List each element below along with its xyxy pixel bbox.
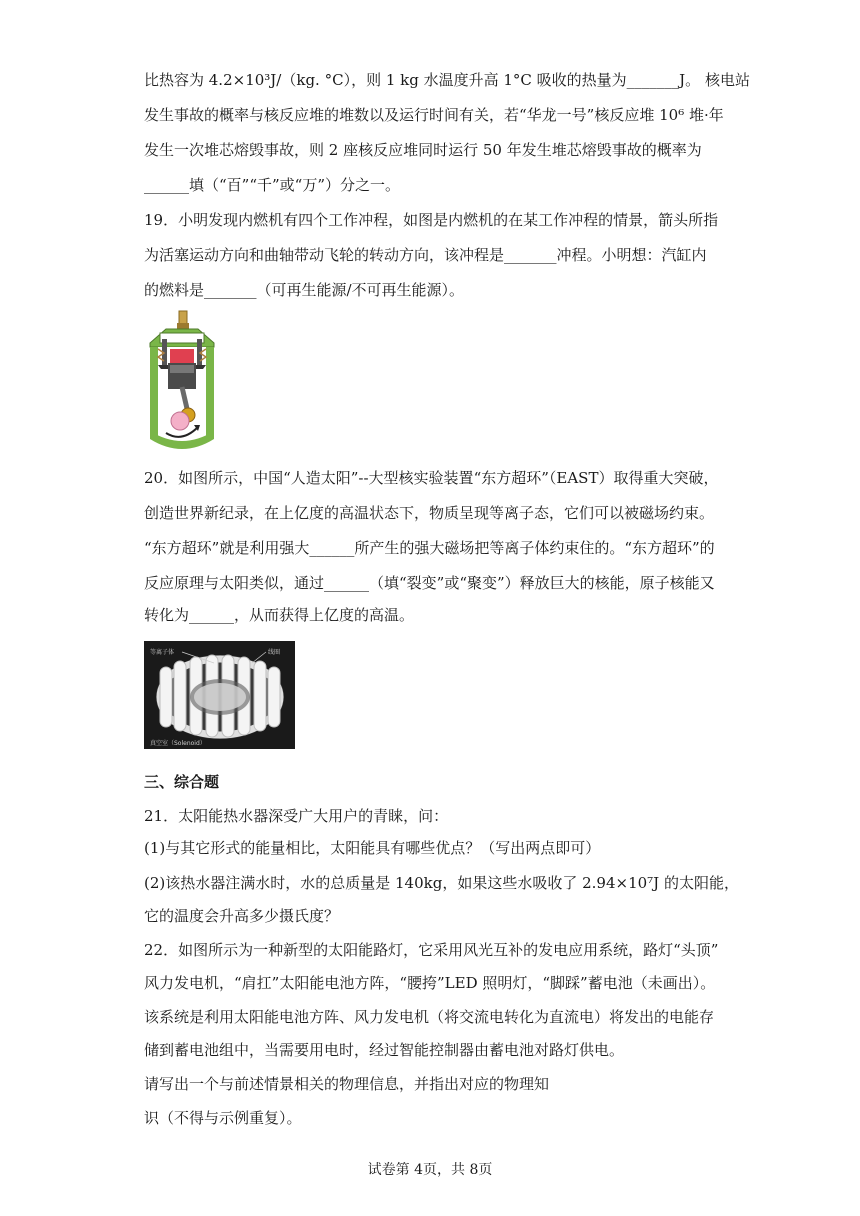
tokamak-label-chamber: 真空室（Solenoid） — [150, 740, 206, 747]
q21-line-4: 它的温度会升高多少摄氏度？ — [144, 907, 340, 925]
q21-line-3: (2)该热水器注满水时，水的总质量是 140kg，如果这些水吸收了 2.94×10⁷J 的太阳能， — [144, 874, 739, 892]
q18-line-3: 发生一次堆芯熔毁事故，则 2 座核反应堆同时运行 50 年发生堆芯熔毁事故的概率为 — [144, 141, 702, 159]
engine-cylinder-icon — [144, 309, 220, 449]
tokamak-figure — [144, 641, 295, 749]
q22-line-4: 储到蓄电池组中，当需要用电时，经过智能控制器由蓄电池对路灯供电。 — [144, 1041, 625, 1059]
q20-line-2: 创造世界新纪录，在上亿度的高温状态下，物质呈现等离子态，它们可以被磁场约束。 — [144, 504, 715, 522]
q20-line-1: 20．如图所示，中国“人造太阳”--大型核实验装置“东方超环”（EAST）取得重大突破， — [144, 469, 719, 487]
page-footer: 试卷第 4页，共 8页 — [367, 1162, 493, 1178]
q22-line-6: 识（不得与示例重复）。 — [144, 1109, 302, 1127]
q20-line-5: 转化为______，从而获得上亿度的高温。 — [144, 606, 415, 624]
tokamak-label-coil: 线圈 — [268, 649, 281, 656]
q19-line-2: 为活塞运动方向和曲轴带动飞轮的转动方向，该冲程是_______冲程。小明想：汽缸内 — [144, 246, 707, 264]
q20-line-3: “东方超环”就是利用强大______所产生的强大磁场把等离子体约束住的。“东方超环”的 — [144, 539, 715, 557]
tokamak-icon — [144, 641, 295, 749]
section-title: 三、综合题 — [144, 773, 220, 791]
q21-line-2: (1)与其它形式的能量相比，太阳能具有哪些优点？（写出两点即可） — [144, 839, 601, 857]
q18-line-1: 比热容为 4.2×10³J/（kg. °C），则 1 kg 水温度升高 1°C 吸收的热量为_______J。 核电站 — [144, 71, 750, 89]
q19-line-3: 的燃料是_______（可再生能源/不可再生能源）。 — [144, 281, 465, 299]
q21-line-1: 21．太阳能热水器深受广大用户的青睐，问： — [144, 807, 449, 825]
q18-line-4: ______填（“百”“千”或“万”）分之一。 — [144, 176, 401, 194]
tokamak-label-plasma: 等离子体 — [150, 649, 175, 656]
q22-line-2: 风力发电机，“肩扛”太阳能电池方阵，“腰挎”LED 照明灯，“脚踩”蓄电池（未画出）。 — [144, 974, 716, 992]
q19-line-1: 19．小明发现内燃机有四个工作冲程，如图是内燃机的在某工作冲程的情景，箭头所指 — [144, 211, 719, 229]
q22-line-1: 22．如图所示为一种新型的太阳能路灯，它采用风光互补的发电应用系统，路灯“头顶” — [144, 941, 719, 959]
q18-line-2: 发生事故的概率与核反应堆的堆数以及运行时间有关，若“华龙一号”核反应堆 10⁶ 堆·年 — [144, 106, 724, 124]
q22-line-5: 请写出一个与前述情景相关的物理信息，并指出对应的物理知 — [144, 1075, 550, 1093]
engine-figure — [144, 309, 220, 449]
q22-line-3: 该系统是利用太阳能电池方阵、风力发电机（将交流电转化为直流电）将发出的电能存 — [144, 1008, 715, 1026]
q20-line-4: 反应原理与太阳类似，通过______（填“裂变”或“聚变”）释放巨大的核能，原子核能又 — [144, 574, 715, 592]
